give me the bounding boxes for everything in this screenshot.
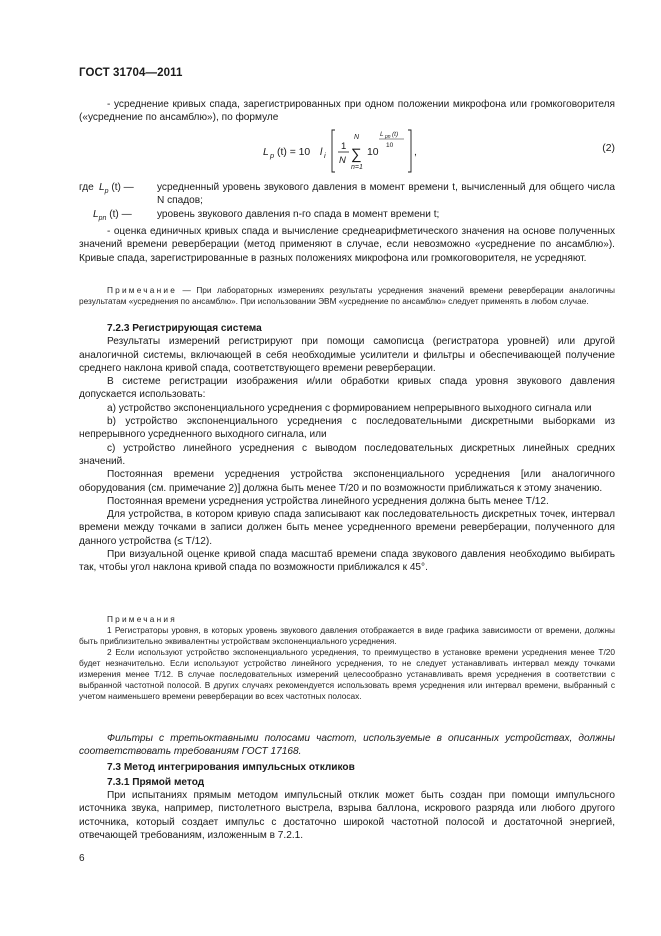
definitions-lead: где [79,182,94,193]
list-item-a: a) устройство экспоненциального усреднения с формированием непрерывного выходного сигнала или [107,402,592,414]
page-number: 6 [79,853,85,864]
formula-number: (2) [602,143,615,154]
page-header: ГОСТ 31704—2011 [79,67,183,79]
note-1 [79,285,615,307]
definitions-block [79,181,615,265]
paragraph: В системе регистрации изображения и/или обработки кривых спада уровня звукового давления допускается использовать: [79,376,615,401]
sum-sign: ∑ [351,146,362,163]
notes-2-label: Примечания [107,614,177,624]
formula-comma: , [414,147,417,158]
intro-block [79,98,615,125]
definition-text: усредненный уровень звукового давления в момент времени t, вычисленный для общего числа N спадов; [157,182,615,207]
definition-row [79,208,615,225]
sum-top: N [354,134,360,141]
definition-text: уровень звукового давления n-го спада в момент времени t; [157,208,440,220]
list-item-b: b) устройство экспоненциального усреднения с последовательными дискретными выборками из непрерывного усредненного выходного сигнала, или [79,416,615,441]
intro-item: - усреднение кривых спада, зарегистрированных при одном положении микрофона или громкоговорителя («усреднение по ансамблю»), по формуле [79,99,615,124]
definition-symbol [93,208,151,225]
def1-sub: p [104,188,109,196]
exp-den: 10 [386,142,394,149]
def2-arg: (t) — [109,208,132,220]
formula-lhs: L [263,147,269,158]
list-item-c: c) устройство линейного усреднения с выводом последовательных дискретных линейных средних значений. [79,442,615,467]
frac-num: 1 [341,141,347,152]
formula-log: l [320,147,323,158]
paragraph: Постоянная времени усреднения устройства экспоненциального усреднения [или аналогичного оборудования (см. примечание 2)] должна быть менее T/20 и по возможности приближаться к этому значению. [79,469,615,494]
note-1-text: — При лабораторных измерениях результаты усреднения значений времени реверберации аналогичны результатам «усреднения по ансамблю». При использовании ЭВМ «усреднение по ансамблю» следует применять в любом случае. [79,285,615,306]
note-1-label: Примечание [107,285,178,295]
exp-num-sub: pn [385,134,391,140]
formula-lhs-arg: (t) = 10 [277,147,311,158]
frac-den: N [339,155,346,166]
def1-sym: L [99,182,105,193]
section-7-3-1-heading: 7.3.1 Прямой метод [107,776,205,788]
formula-base: 10 [367,147,379,158]
def2-sym: L [93,208,99,220]
exp-num: L [380,131,384,138]
section-7-2-3 [79,322,615,575]
section-7-2-3-heading: 7.2.3 Регистрирующая система [107,323,262,334]
note-item: 2 Если используют устройство экспоненциального усреднения, то преимущество в установке времени усреднения менее T/20 будет незначительно. Если используют устройство линейного усреднения, то не следует устанавливать интервал между точками измерения менее T/12. В случае последовательных измерений целесообразно устанавливать время усреднения в соответствии с выбранной частотной полосой. В других случаях рекомендуется использовать время усреднения или интервал времени, выбранный с учетом наименьшего времени реверберации во всех частотных полосах. [79,647,615,701]
paragraph: Для устройства, в котором кривую спада записывают как последовательность дискретных точек, интервал времени между точками в записи должен быть менее усредненного времени реверберации, полученного для данного устройства (≤ T/12). [79,509,615,547]
note-item: 1 Регистраторы уровня, в которых уровень звукового давления отображается в виде графика зависимости от времени, должны быть приблизительно эквивалентны устройствам экспоненциального усреднения. [79,625,615,646]
notes-2 [79,614,615,702]
exp-num-arg: (t) [392,131,399,138]
sum-bottom: n=1 [351,164,363,171]
left-bracket [332,130,335,172]
definition-symbol [99,181,151,208]
def2-sub: pn [98,214,107,222]
formula-svg [263,127,615,177]
paragraph: При визуальной оценке кривой спада масштаб времени спада звукового давления необходимо выбирать так, чтобы угол наклона кривой спада по возможности приближался к 45°. [79,549,615,574]
filters-block [79,732,615,842]
filters-paragraph: Фильтры с третьоктавными полосами частот, используемые в описанных устройствах, должны соответствовать требованиям ГОСТ 17168. [79,733,615,758]
paragraph: Результаты измерений регистрируют при помощи самописца (регистратора уровней) или другой аналогичной системы, включающей в себя необходимые усилители и фильтры и обеспечивающей получение среднего наклона кривой спада, соответствующего времени реверберации. [79,336,615,374]
note-1-paragraph [79,285,615,307]
paragraph: Постоянная времени усреднения устройства линейного усреднения должна быть менее T/12. [107,495,549,507]
section-7-3-heading: 7.3 Метод интегрирования импульсных откликов [107,761,355,773]
section-7-3-1-text: При испытаниях прямым методом импульсный отклик может быть создан при помощи импульсного источника звука, например, пистолетного выстрела, взрыва баллона, искрового разряда или любого другого источника, который создает импульс с достаточно широкой частотной полосой и достаточной энергией, отвечающей требованиям, изложенным в 7.2.1. [79,790,615,842]
def1-arg: (t) — [111,182,134,193]
formula-log-sub: i [324,151,326,160]
item-2: - оценка единичных кривых спада и вычисление среднеарифметического значения на основе полученных значений времени реверберации (метод применяют в случае, если невозможно «усреднение по ансамблю»). Кривые спада, зарегистрированные в разных положениях микрофона или громкоговорителя, не усредняют. [79,225,615,264]
definition-row [79,181,615,208]
formula-2 [263,127,615,177]
formula-lhs-sub: p [270,151,275,160]
right-bracket [408,130,411,172]
